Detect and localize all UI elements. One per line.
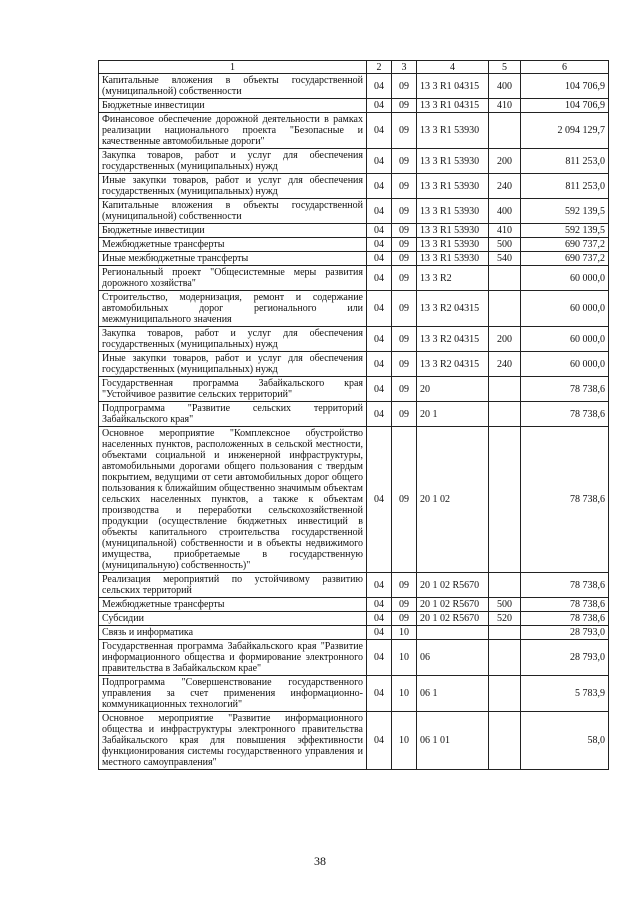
row-vr (489, 266, 521, 291)
row-vr (489, 427, 521, 573)
row-name: Бюджетные инвестиции (99, 224, 367, 238)
table-row (99, 113, 609, 149)
row-sum: 28 793,0 (521, 640, 609, 676)
row-rz: 04 (367, 199, 392, 224)
row-pr: 09 (392, 402, 417, 427)
row-rz: 04 (367, 74, 392, 99)
row-pr: 09 (392, 291, 417, 327)
row-rz: 04 (367, 427, 392, 573)
row-csr: 06 (417, 640, 489, 676)
row-vr (489, 402, 521, 427)
row-vr: 520 (489, 612, 521, 626)
row-vr (489, 712, 521, 770)
row-pr: 09 (392, 199, 417, 224)
row-rz: 04 (367, 626, 392, 640)
row-name: Закупка товаров, работ и услуг для обеспечения государственных (муниципальных) нужд (99, 149, 367, 174)
row-vr (489, 676, 521, 712)
row-vr: 500 (489, 238, 521, 252)
header-cell: 4 (417, 61, 489, 74)
row-sum: 104 706,9 (521, 74, 609, 99)
row-pr: 09 (392, 252, 417, 266)
table-row (99, 266, 609, 291)
table-row (99, 99, 609, 113)
row-name: Субсидии (99, 612, 367, 626)
row-sum: 2 094 129,7 (521, 113, 609, 149)
row-name: Закупка товаров, работ и услуг для обеспечения государственных (муниципальных) нужд (99, 327, 367, 352)
row-pr: 10 (392, 626, 417, 640)
row-rz: 04 (367, 573, 392, 598)
row-sum: 78 738,6 (521, 612, 609, 626)
row-csr: 13 3 R2 04315 (417, 327, 489, 352)
row-sum: 104 706,9 (521, 99, 609, 113)
row-pr: 09 (392, 427, 417, 573)
row-pr: 10 (392, 676, 417, 712)
row-name: Иные межбюджетные трансферты (99, 252, 367, 266)
row-name: Связь и информатика (99, 626, 367, 640)
row-csr: 13 3 R2 04315 (417, 291, 489, 327)
table-row (99, 573, 609, 598)
row-rz: 04 (367, 291, 392, 327)
row-pr: 09 (392, 377, 417, 402)
row-pr: 09 (392, 598, 417, 612)
row-csr: 20 1 02 R5670 (417, 612, 489, 626)
row-name: Реализация мероприятий по устойчивому развитию сельских территорий (99, 573, 367, 598)
row-name: Капитальные вложения в объекты государственной (муниципальной) собственности (99, 199, 367, 224)
row-name: Капитальные вложения в объекты государственной (муниципальной) собственности (99, 74, 367, 99)
header-cell: 1 (99, 61, 367, 74)
row-pr: 09 (392, 174, 417, 199)
row-rz: 04 (367, 352, 392, 377)
row-csr: 20 (417, 377, 489, 402)
row-name: Межбюджетные трансферты (99, 238, 367, 252)
row-rz: 04 (367, 99, 392, 113)
row-csr: 13 3 R1 53930 (417, 252, 489, 266)
row-vr (489, 291, 521, 327)
row-csr: 13 3 R1 53930 (417, 174, 489, 199)
row-name: Региональный проект "Общесистемные меры развития дорожного хозяйства" (99, 266, 367, 291)
table-row (99, 626, 609, 640)
row-name: Государственная программа Забайкальского края "Развитие информационного общества и формирование электронного правительства в Забайкальском крае" (99, 640, 367, 676)
row-vr (489, 113, 521, 149)
row-csr: 20 1 02 R5670 (417, 598, 489, 612)
row-rz: 04 (367, 224, 392, 238)
page-number: 38 (314, 854, 326, 868)
row-vr (489, 640, 521, 676)
row-sum: 60 000,0 (521, 291, 609, 327)
row-pr: 09 (392, 612, 417, 626)
row-vr: 200 (489, 149, 521, 174)
table-row (99, 174, 609, 199)
row-sum: 78 738,6 (521, 573, 609, 598)
header-cell: 3 (392, 61, 417, 74)
row-sum: 28 793,0 (521, 626, 609, 640)
table-row (99, 427, 609, 573)
row-csr: 13 3 R1 53930 (417, 224, 489, 238)
row-csr: 13 3 R2 (417, 266, 489, 291)
table-row (99, 352, 609, 377)
row-pr: 09 (392, 238, 417, 252)
row-csr: 13 3 R1 53930 (417, 113, 489, 149)
table-row (99, 676, 609, 712)
row-sum: 690 737,2 (521, 238, 609, 252)
table-row (99, 377, 609, 402)
table-row (99, 149, 609, 174)
row-sum: 78 738,6 (521, 598, 609, 612)
row-name: Финансовое обеспечение дорожной деятельности в рамках реализации национального проекта "Безопасные и качественные автомобильные дороги" (99, 113, 367, 149)
row-csr: 06 1 (417, 676, 489, 712)
row-vr: 200 (489, 327, 521, 352)
row-csr: 20 1 02 (417, 427, 489, 573)
table-row (99, 291, 609, 327)
row-rz: 04 (367, 113, 392, 149)
row-vr: 540 (489, 252, 521, 266)
row-sum: 60 000,0 (521, 327, 609, 352)
row-vr: 400 (489, 199, 521, 224)
row-csr: 13 3 R1 04315 (417, 74, 489, 99)
table-row (99, 598, 609, 612)
table-row (99, 402, 609, 427)
row-pr: 09 (392, 266, 417, 291)
table-row (99, 252, 609, 266)
row-rz: 04 (367, 712, 392, 770)
row-sum: 78 738,6 (521, 402, 609, 427)
row-pr: 09 (392, 352, 417, 377)
row-pr: 09 (392, 224, 417, 238)
row-sum: 811 253,0 (521, 149, 609, 174)
row-csr: 20 1 (417, 402, 489, 427)
row-rz: 04 (367, 238, 392, 252)
row-rz: 04 (367, 252, 392, 266)
table-row (99, 712, 609, 770)
row-vr: 240 (489, 174, 521, 199)
row-vr: 410 (489, 99, 521, 113)
row-pr: 09 (392, 327, 417, 352)
row-csr: 13 3 R1 04315 (417, 99, 489, 113)
row-csr: 06 1 01 (417, 712, 489, 770)
row-rz: 04 (367, 612, 392, 626)
row-sum: 811 253,0 (521, 174, 609, 199)
row-sum: 78 738,6 (521, 377, 609, 402)
row-name: Иные закупки товаров, работ и услуг для обеспечения государственных (муниципальных) нужд (99, 352, 367, 377)
row-csr: 13 3 R1 53930 (417, 199, 489, 224)
row-name: Основное мероприятие "Комплексное обустройство населенных пунктов, расположенных в сельской местности, объектами социальной и инженерной инфраструктуры, автомобильными дорогами общего пользования с твердым покрытием, ведущими от сети автомобильных дорог общего пользования к ближайшим общественно значимым объектам сельских населенных пунктов, а также к объектам производства и переработки сельскохозяйственной продукции (осуществление бюджетных инвестиций в объекты капитального строительства государственной (муниципальной) собственности и в объекты недвижимого имущества, приобретаемые в государственную (муниципальную) собственность)" (99, 427, 367, 573)
row-name: Государственная программа Забайкальского края "Устойчивое развитие сельских территорий" (99, 377, 367, 402)
row-sum: 592 139,5 (521, 199, 609, 224)
row-sum: 60 000,0 (521, 352, 609, 377)
row-pr: 09 (392, 573, 417, 598)
row-csr: 20 1 02 R5670 (417, 573, 489, 598)
row-name: Основное мероприятие "Развитие информационного общества и инфраструктуры электронного правительства Забайкальского края для повышения эффективности функционирования системы государственного управления и местного самоуправления" (99, 712, 367, 770)
row-csr: 13 3 R2 04315 (417, 352, 489, 377)
table-row (99, 199, 609, 224)
row-sum: 78 738,6 (521, 427, 609, 573)
table-row (99, 224, 609, 238)
row-vr (489, 377, 521, 402)
table-row (99, 238, 609, 252)
row-pr: 10 (392, 712, 417, 770)
row-rz: 04 (367, 327, 392, 352)
row-sum: 690 737,2 (521, 252, 609, 266)
header-cell: 5 (489, 61, 521, 74)
row-rz: 04 (367, 377, 392, 402)
row-pr: 09 (392, 99, 417, 113)
row-name: Бюджетные инвестиции (99, 99, 367, 113)
row-name: Подпрограмма "Развитие сельских территорий Забайкальского края" (99, 402, 367, 427)
row-name: Иные закупки товаров, работ и услуг для обеспечения государственных (муниципальных) нужд (99, 174, 367, 199)
table-row (99, 640, 609, 676)
row-vr: 410 (489, 224, 521, 238)
row-rz: 04 (367, 402, 392, 427)
header-cell: 6 (521, 61, 609, 74)
row-csr: 13 3 R1 53930 (417, 149, 489, 174)
row-vr: 500 (489, 598, 521, 612)
row-csr (417, 626, 489, 640)
row-csr: 13 3 R1 53930 (417, 238, 489, 252)
row-rz: 04 (367, 174, 392, 199)
table-row (99, 327, 609, 352)
row-rz: 04 (367, 676, 392, 712)
row-pr: 09 (392, 149, 417, 174)
row-sum: 60 000,0 (521, 266, 609, 291)
budget-table (98, 60, 609, 770)
row-rz: 04 (367, 640, 392, 676)
row-rz: 04 (367, 598, 392, 612)
row-name: Межбюджетные трансферты (99, 598, 367, 612)
row-pr: 10 (392, 640, 417, 676)
row-rz: 04 (367, 266, 392, 291)
row-vr: 400 (489, 74, 521, 99)
header-row (99, 61, 609, 74)
row-sum: 5 783,9 (521, 676, 609, 712)
row-vr (489, 573, 521, 598)
row-vr (489, 626, 521, 640)
header-cell: 2 (367, 61, 392, 74)
row-sum: 58,0 (521, 712, 609, 770)
row-pr: 09 (392, 113, 417, 149)
row-pr: 09 (392, 74, 417, 99)
table-row (99, 74, 609, 99)
row-rz: 04 (367, 149, 392, 174)
row-name: Строительство, модернизация, ремонт и содержание автомобильных дорог регионального или межмуниципального значения (99, 291, 367, 327)
row-vr: 240 (489, 352, 521, 377)
table-row (99, 612, 609, 626)
row-sum: 592 139,5 (521, 224, 609, 238)
row-name: Подпрограмма "Совершенствование государственного управления за счет применения информационно-коммуникационных технологий" (99, 676, 367, 712)
